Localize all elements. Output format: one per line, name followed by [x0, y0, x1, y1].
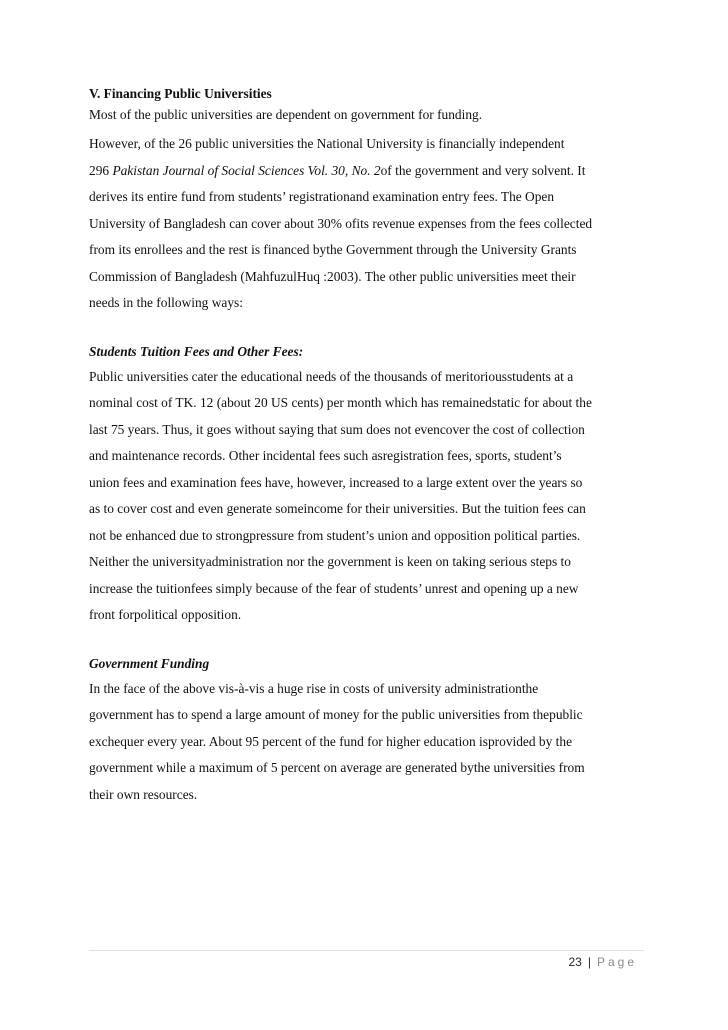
- journal-line-text: of the government and very solvent. It: [380, 162, 586, 178]
- paragraph-line: In the face of the above vis-à-vis a huge rise in costs of university administrationthe: [89, 680, 539, 696]
- page-number: 23: [568, 955, 582, 969]
- paragraph-line: derives its entire fund from students’ registrationand examination entry fees. The Open: [89, 189, 555, 204]
- paragraph-line: front forpolitical opposition.: [89, 607, 242, 622]
- paragraph-line-journal-ref: [89, 158, 647, 185]
- footer-divider: [89, 950, 644, 951]
- paragraph-line: not be enhanced due to strongpressure from student’s union and opposition political parties.: [89, 527, 581, 543]
- section-heading-financing: V. Financing Public Universities: [89, 86, 272, 101]
- page-footer: [568, 955, 637, 969]
- paragraph-line: However, of the 26 public universities the National University is financially independent: [89, 136, 565, 151]
- paragraph-line: Neither the universityadministration nor the government is keen on taking serious steps to: [89, 554, 571, 569]
- paragraph-line: exchequer every year. About 95 percent of the fund for higher education isprovided by the: [89, 733, 573, 749]
- paragraph-line: union fees and examination fees have, however, increased to a large extent over the years so: [89, 474, 583, 490]
- journal-title: Pakistan Journal of Social Sciences Vol. 30, No. 2: [112, 162, 381, 178]
- paragraph-line: University of Bangladesh can cover about 30% ofits revenue expenses from the fees collected: [89, 215, 593, 231]
- paragraph-line: from its enrollees and the rest is financed bythe Government through the University Grants: [89, 242, 577, 257]
- section-heading-tuition-fees: Students Tuition Fees and Other Fees:: [89, 343, 304, 359]
- paragraph-line: as to cover cost and even generate someincome for their universities. But the tuition fees can: [89, 501, 586, 516]
- paragraph-line: and maintenance records. Other incidental fees such asregistration fees, sports, student’s: [89, 448, 562, 463]
- paragraph-line: their own resources.: [89, 786, 198, 802]
- paragraph-line: Public universities cater the educational needs of the thousands of meritoriousstudents at a: [89, 368, 574, 384]
- page-label: Page: [596, 955, 637, 969]
- section-heading-government-funding: Government Funding: [89, 655, 210, 671]
- paragraph-spacer: [89, 317, 647, 342]
- journal-page-number: 296: [89, 162, 113, 178]
- paragraph-spacer: [89, 629, 647, 654]
- paragraph-line: increase the tuitionfees simply because of the fear of students’ unrest and opening up a new: [89, 580, 579, 596]
- paragraph-line: government has to spend a large amount of money for the public universities from thepublic: [89, 707, 583, 722]
- paragraph-line: government while a maximum of 5 percent on average are generated bythe universities from: [89, 760, 585, 775]
- paragraph-line: Commission of Bangladesh (MahfuzulHuq :2003). The other public universities meet their: [89, 268, 576, 284]
- paragraph-line: last 75 years. Thus, it goes without saying that sum does not evencover the cost of collection: [89, 421, 585, 437]
- paragraph-line: nominal cost of TK. 12 (about 20 US cents) per month which has remainedstatic for about the: [89, 395, 592, 410]
- footer-separator: |: [587, 955, 591, 969]
- page-content: [89, 84, 647, 808]
- paragraph-line: Most of the public universities are dependent on government for funding.: [89, 107, 483, 122]
- paragraph-line: needs in the following ways:: [89, 295, 243, 310]
